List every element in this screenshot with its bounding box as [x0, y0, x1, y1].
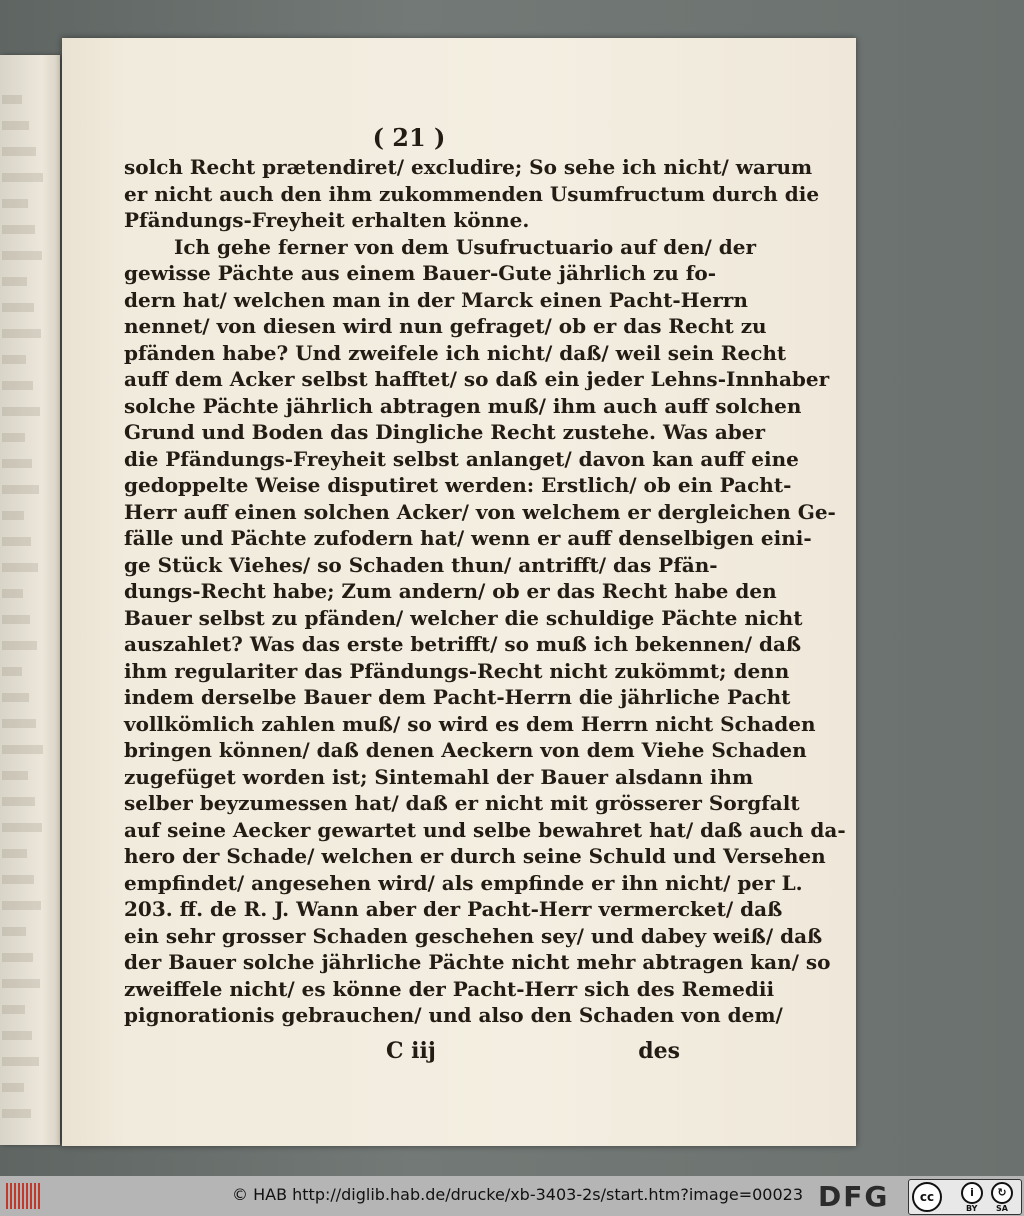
text-line: dungs-Recht habe; Zum andern/ ob er das Recht habe den — [124, 579, 777, 603]
text-line: pfänden habe? Und zweifele ich nicht/ daß/ weil sein Recht — [124, 340, 787, 365]
text-line: ihm regulariter das Pfändungs-Recht nicht zukömmt; denn — [124, 658, 790, 683]
text-line: vollkömlich zahlen muß/ so wird es dem Herrn nicht Schaden — [124, 711, 816, 736]
ghost-text-mark — [2, 875, 34, 884]
text-line: Pfändungs-Freyheit erhalten könne. — [124, 208, 530, 232]
share-alike-icon: ↻ — [991, 1182, 1013, 1204]
text-line: zugefüget worden ist; Sintemahl der Bauer alsdann ihm — [124, 764, 754, 789]
text-line: ge Stück Viehes/ so Schaden thun/ antrifft/ das Pfän- — [124, 552, 718, 577]
text-line: auf seine Aecker gewartet und selbe bewahret hat/ daß auch da- — [124, 817, 846, 842]
ghost-text-mark — [2, 641, 37, 650]
text-line: bringen können/ daß denen Aeckern von dem Viehe Schaden — [124, 738, 807, 762]
ghost-text-mark — [2, 927, 26, 936]
text-line: Herr auff einen solchen Acker/ von welchem er dergleichen Ge- — [124, 499, 836, 524]
text-line: pignorationis gebrauchen/ und also den Schaden von dem/ — [124, 1003, 783, 1027]
text-line: nennet/ von diesen wird nun gefraget/ ob er das Recht zu — [124, 314, 767, 338]
ghost-text-mark — [2, 745, 43, 754]
sa-label: SA — [996, 1204, 1008, 1213]
cc-icon: cc — [912, 1182, 942, 1212]
text-line: der Bauer solche jährliche Pächte nicht mehr abtragen kan/ so — [124, 950, 831, 974]
ghost-text-mark — [2, 1031, 32, 1040]
ghost-text-mark — [2, 277, 27, 286]
text-line: 203. ff. de R. J. Wann aber der Pacht-Herr vermercket/ daß — [124, 897, 783, 921]
barcode-icon — [6, 1183, 42, 1209]
page-number: ( 21 ) — [372, 123, 446, 152]
ghost-text-mark — [2, 511, 24, 520]
ghost-text-mark — [2, 797, 35, 806]
text-line: indem derselbe Bauer dem Pacht-Herrn die jährliche Pacht — [124, 685, 791, 709]
ghost-text-mark — [2, 1057, 39, 1066]
book-page — [62, 38, 856, 1146]
text-line: zweiffele nicht/ es könne der Pacht-Herr sich des Remedii — [124, 976, 775, 1001]
person-icon: i — [961, 1182, 983, 1204]
ghost-text-mark — [2, 849, 27, 858]
ghost-text-mark — [2, 121, 29, 130]
ghost-text-mark — [2, 407, 40, 416]
text-line: Bauer selbst zu pfänden/ welcher die schuldige Pächte nicht — [124, 605, 803, 630]
cc-license-badge[interactable] — [908, 1179, 1022, 1215]
text-line: solche Pächte jährlich abtragen muß/ ihm auch auff solchen — [124, 393, 802, 418]
ghost-text-mark — [2, 537, 31, 546]
dfg-logo: DFG — [818, 1180, 890, 1213]
text-line: auszahlet? Was das erste betrifft/ so muß ich bekennen/ daß — [124, 632, 802, 656]
text-line: ein sehr grosser Schaden geschehen sey/ und dabey weiß/ daß — [124, 923, 823, 948]
ghost-text-mark — [2, 485, 39, 494]
text-line: auff dem Acker selbst hafftet/ so daß ein jeder Lehns-Innhaber — [124, 367, 830, 391]
text-line: dern hat/ welchen man in der Marck einen Pacht-Herrn — [124, 287, 748, 312]
ghost-text-mark — [2, 979, 40, 988]
ghost-text-mark — [2, 329, 41, 338]
text-line: selber beyzumessen hat/ daß er nicht mit grösserer Sorgfalt — [124, 791, 800, 815]
ghost-text-mark — [2, 225, 35, 234]
text-line: er nicht auch den ihm zukommenden Usumfructum durch die — [124, 181, 820, 206]
ghost-text-mark — [2, 719, 36, 728]
ghost-text-mark — [2, 433, 25, 442]
ghost-text-mark — [2, 459, 32, 468]
ghost-text-mark — [2, 953, 33, 962]
previous-page-edge — [0, 55, 60, 1145]
ghost-text-mark — [2, 901, 41, 910]
ghost-text-mark — [2, 1083, 24, 1092]
ghost-text-mark — [2, 251, 42, 260]
page-footer-marks — [124, 1038, 680, 1068]
text-line: solch Recht prætendiret/ excludire; So sehe ich nicht/ warum — [124, 155, 813, 179]
ghost-text-mark — [2, 667, 22, 676]
text-line: fälle und Pächte zufodern hat/ wenn er auff denselbigen eini- — [124, 526, 812, 550]
ghost-text-mark — [2, 173, 43, 182]
text-line: Ich gehe ferner von dem Usufructuario auf den/ der — [174, 234, 757, 259]
ghost-text-mark — [2, 199, 28, 208]
ghost-text-mark — [2, 771, 28, 780]
signature-mark: C iij — [386, 1038, 436, 1064]
ghost-text-mark — [2, 303, 34, 312]
ghost-text-mark — [2, 589, 23, 598]
ghost-text-mark — [2, 381, 33, 390]
ghost-text-mark — [2, 823, 42, 832]
text-lines — [124, 154, 846, 1029]
ghost-text-mark — [2, 147, 36, 156]
text-line: gedoppelte Weise disputiret werden: Erstlich/ ob ein Pacht- — [124, 473, 792, 497]
ghost-text-mark — [2, 615, 30, 624]
text-line: Grund und Boden das Dingliche Recht zustehe. Was aber — [124, 420, 766, 444]
ghost-text-mark — [2, 693, 29, 702]
footer-bar — [0, 1176, 1024, 1216]
ghost-text-mark — [2, 1005, 25, 1014]
ghost-text-mark — [2, 95, 22, 104]
text-line: empfindet/ angesehen wird/ als empfinde er ihn nicht/ per L. — [124, 870, 803, 895]
text-line: die Pfändungs-Freyheit selbst anlanget/ davon kan auff eine — [124, 446, 799, 471]
text-line: gewisse Pächte aus einem Bauer-Gute jährlich zu fo- — [124, 261, 717, 285]
catchword: des — [638, 1038, 680, 1064]
page-text — [124, 122, 846, 1029]
ghost-text-mark — [2, 355, 26, 364]
text-line: hero der Schade/ welchen er durch seine Schuld und Versehen — [124, 844, 826, 868]
copyright-credit[interactable]: © HAB http://diglib.hab.de/drucke/xb-3403-2s/start.htm?image=00023 — [232, 1185, 803, 1204]
ghost-text-mark — [2, 1109, 31, 1118]
ghost-text-mark — [2, 563, 38, 572]
by-label: BY — [966, 1204, 978, 1213]
